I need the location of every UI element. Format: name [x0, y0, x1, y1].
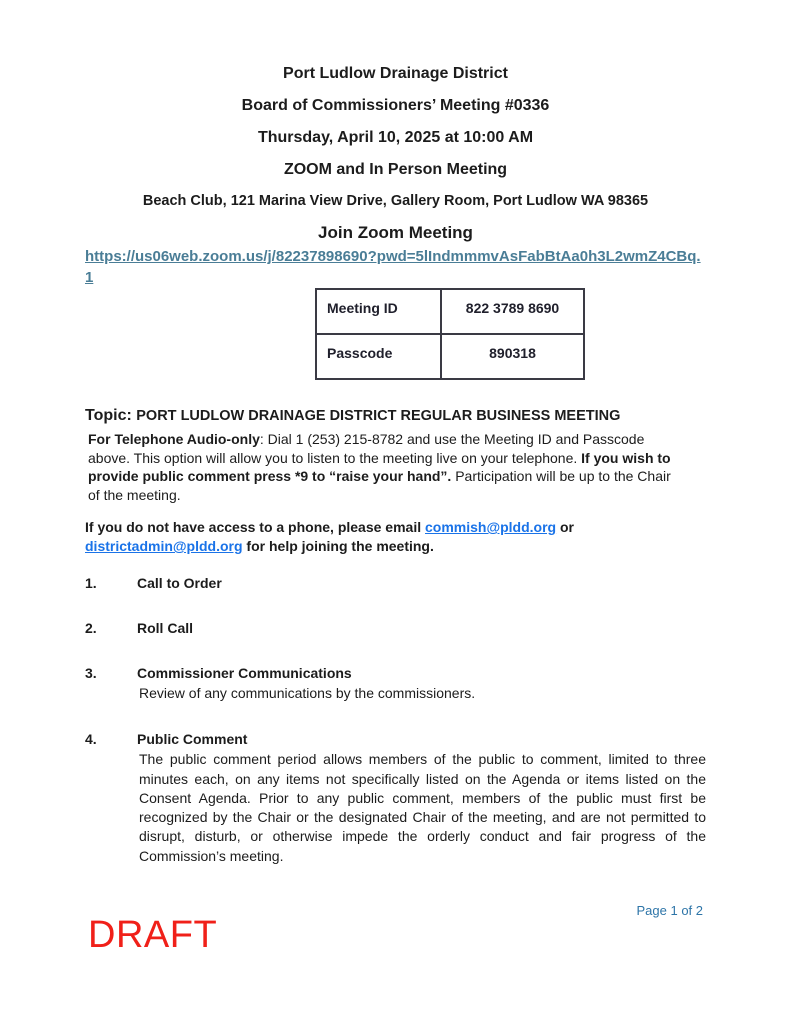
telephone-text-2: Participation will be up to the Chair of the meeting. — [88, 468, 671, 503]
meeting-location-line: Beach Club, 121 Marina View Drive, Gallery Room, Port Ludlow WA 98365 — [142, 193, 649, 209]
agenda-item-number: 3. — [85, 665, 97, 681]
agenda-item-number: 1. — [85, 575, 97, 591]
email-help-text-3: for help joining the meeting. — [242, 538, 434, 554]
meeting-format-line: ZOOM and In Person Meeting — [283, 161, 508, 178]
email-help-paragraph — [85, 518, 685, 556]
agenda-item-roll-call — [85, 619, 706, 637]
telephone-text-1: : Dial 1 (253) 215-8782 and use the Meeting ID and Passcode above. This option will allow you to listen to the meeting live on your telephone. — [88, 431, 645, 466]
table-row — [316, 289, 584, 334]
meeting-id-label: Meeting ID — [316, 289, 441, 334]
telephone-bold-mid: If you wish to provide public comment press *9 to “raise your hand”. — [88, 449, 671, 484]
document-title: Port Ludlow Drainage District — [283, 65, 508, 82]
commish-email-link[interactable]: commish@pldd.org — [425, 519, 557, 535]
zoom-meeting-link[interactable]: https://us06web.zoom.us/j/82237898690?pwd=5lIndmmmvAsFabBtAa0h3L2wmZ4CBq.1 — [85, 248, 701, 286]
agenda-item-number: 4. — [85, 731, 97, 748]
telephone-bold-lead: For Telephone Audio-only — [88, 431, 260, 447]
passcode-label: Passcode — [316, 334, 441, 379]
agenda-item-number: 2. — [85, 620, 97, 636]
telephone-instructions — [85, 430, 685, 504]
topic-value: PORT LUDLOW DRAINAGE DISTRICT REGULAR BUSINESS MEETING — [136, 408, 621, 424]
meeting-number-line: Board of Commissioners’ Meeting #0336 — [241, 97, 550, 114]
table-row — [316, 334, 584, 379]
draft-watermark: DRAFT — [88, 914, 218, 956]
agenda-item-title: Public Comment — [137, 731, 248, 748]
agenda-item-commissioner-communications — [85, 664, 706, 703]
districtadmin-email-link[interactable]: districtadmin@pldd.org — [85, 538, 243, 554]
agenda-item-description: The public comment period allows members of the public to comment, limited to three minutes each, on any items not specifically listed on the Agenda or items listed on the Consent Agenda. Prior to any public comment, members of the public must first be recognized by the Chair or the designated Chair of the meeting, and are not permitted to disrupt, disturb, or otherwise impede the orderly conduct and fair progress of the Commission’s meeting. — [139, 751, 706, 864]
meeting-datetime-line: Thursday, April 10, 2025 at 10:00 AM — [257, 129, 534, 146]
join-zoom-heading: Join Zoom Meeting — [318, 223, 473, 242]
agenda-item-title: Roll Call — [137, 620, 194, 636]
agenda-item-title: Call to Order — [137, 575, 222, 591]
meeting-id-value: 822 3789 8690 — [441, 289, 584, 334]
agenda-item-public-comment — [85, 730, 706, 866]
email-help-text-1: If you do not have access to a phone, please email — [85, 519, 425, 535]
page-number: Page 1 of 2 — [636, 903, 703, 918]
agenda-item-description: Review of any communications by the commissioners. — [139, 685, 476, 701]
agenda-item-title: Commissioner Communications — [137, 665, 352, 681]
passcode-value: 890318 — [441, 334, 584, 379]
email-help-text-2: or — [556, 519, 574, 535]
topic-label: Topic: — [85, 407, 132, 424]
agenda-item-call-to-order — [85, 574, 706, 592]
topic-line — [85, 406, 706, 426]
meeting-credentials-table — [315, 288, 585, 380]
